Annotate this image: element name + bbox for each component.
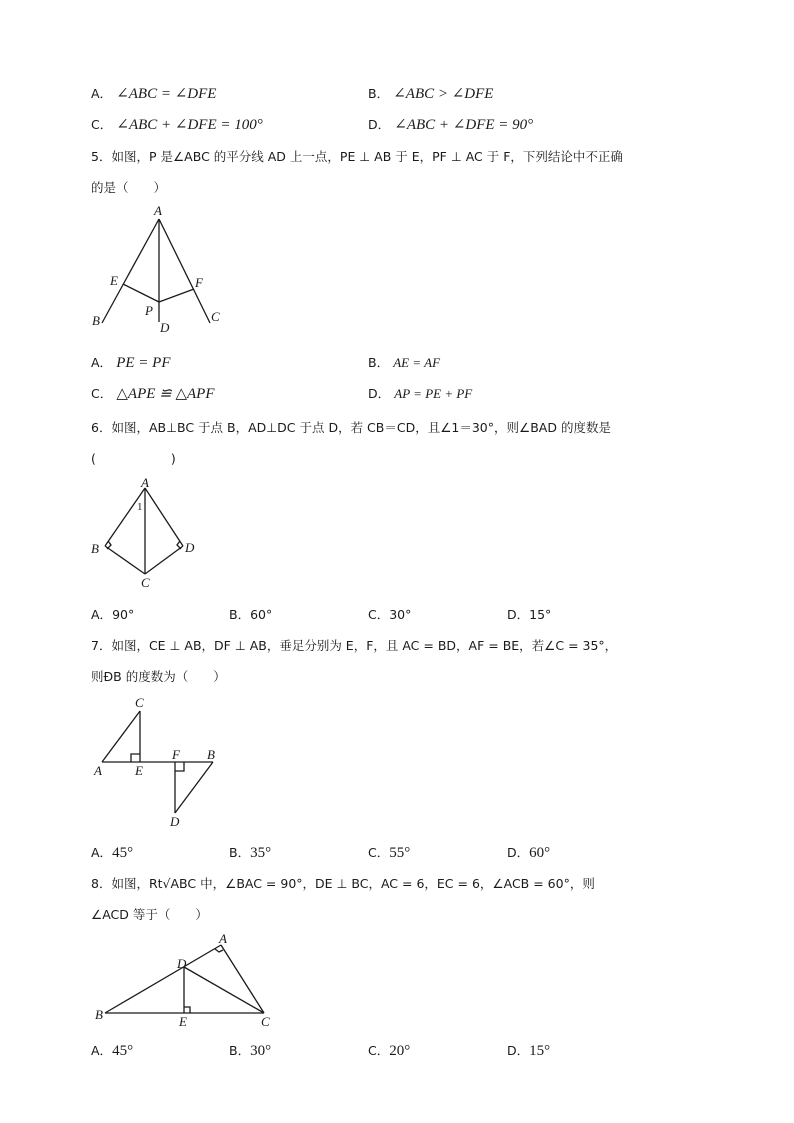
option-label: D． <box>507 845 530 860</box>
q6-option-d <box>507 605 551 623</box>
q8-stem-line1: 8．如图，Rt√ABC 中，∠BAC = 90°，DE ⊥ BC，AC = 6，EC = 6，∠ACB = 60°，则 <box>91 876 595 891</box>
q6-option-c <box>368 605 411 623</box>
option-text: 55° <box>389 845 411 861</box>
option-label: D． <box>368 386 391 401</box>
q6-stem-line2: ( ) <box>91 451 176 466</box>
right-angle-f <box>175 762 184 771</box>
label-a: A <box>154 203 162 218</box>
q7-option-c <box>368 843 410 862</box>
option-label: A． <box>91 607 113 622</box>
label-d: D <box>177 956 187 971</box>
segment-dc <box>184 967 264 1013</box>
label-b: B <box>92 313 100 328</box>
label-b: B <box>95 1007 103 1022</box>
option-text: ∠ABC + ∠DFE = 90° <box>394 117 534 133</box>
option-label: D． <box>368 117 391 132</box>
right-angle-e <box>131 754 140 762</box>
q6-figure <box>88 474 208 592</box>
option-text: 15° <box>529 607 552 622</box>
q4-option-a <box>91 84 216 103</box>
q5-figure <box>88 202 228 337</box>
segment-bc <box>105 546 145 574</box>
option-label: C． <box>91 117 113 132</box>
q5-option-d <box>368 384 472 402</box>
q7-option-b <box>229 843 271 862</box>
label-e: E <box>179 1014 187 1029</box>
option-label: A． <box>91 1043 113 1058</box>
q5-option-c <box>91 384 215 403</box>
option-text: 60° <box>250 607 273 622</box>
q8-option-a <box>91 1041 133 1060</box>
option-label: B． <box>229 607 251 622</box>
q7-stem-line1: 7．如图，CE ⊥ AB，DF ⊥ AB，垂足分别为 E，F，且 AC = BD，AF = BE，若∠C = 35°， <box>91 638 618 653</box>
q8-option-c <box>368 1041 410 1060</box>
option-label: A． <box>91 845 113 860</box>
segment-bd <box>175 762 213 813</box>
segment-dc <box>145 546 183 574</box>
label-a: A <box>219 931 227 946</box>
q5-stem-line1: 5．如图，P 是∠ABC 的平分线 AD 上一点，PE ⊥ AB 于 E，PF ⊥ AC 于 F，下列结论中不正确 <box>91 149 623 164</box>
q8-figure <box>88 930 288 1030</box>
option-text: 35° <box>250 845 272 861</box>
q7-option-d <box>507 843 550 862</box>
q8-option-b <box>229 1041 271 1060</box>
option-text: 60° <box>529 845 551 861</box>
q5-option-a <box>91 353 170 372</box>
option-text: 45° <box>112 1043 134 1059</box>
q4-option-b <box>368 84 493 103</box>
option-text: AE = AF <box>393 355 441 370</box>
option-text: △APE ≌ △APF <box>116 386 215 402</box>
label-c: C <box>261 1014 270 1029</box>
right-angle-a <box>215 949 223 952</box>
option-label: B． <box>229 1043 251 1058</box>
label-1: 1 <box>137 501 143 513</box>
label-c: C <box>135 695 144 710</box>
option-text: AP = PE + PF <box>394 386 473 401</box>
label-p: P <box>145 303 153 318</box>
segment-ab <box>105 488 145 546</box>
q8-stem-line2: ∠ACD 等于（ ） <box>91 907 208 922</box>
q4-option-c <box>91 115 263 134</box>
label-a: A <box>141 475 149 490</box>
option-text: ∠ABC = ∠DFE <box>116 86 217 102</box>
option-text: 15° <box>529 1043 551 1059</box>
option-text: 90° <box>112 607 135 622</box>
label-c: C <box>141 575 150 590</box>
label-a: A <box>94 763 102 778</box>
option-label: A． <box>91 355 113 370</box>
label-e: E <box>110 273 118 288</box>
q8-option-d <box>507 1041 550 1060</box>
label-f: F <box>195 275 203 290</box>
option-text: 20° <box>389 1043 411 1059</box>
option-label: C． <box>368 1043 390 1058</box>
q7-option-a <box>91 843 133 862</box>
option-label: D． <box>507 1043 530 1058</box>
segment-ac <box>159 219 210 323</box>
segment-pf <box>159 289 194 302</box>
label-d: D <box>185 540 195 555</box>
option-text: PE = PF <box>116 355 171 371</box>
option-label: B． <box>229 845 251 860</box>
label-d: D <box>160 320 170 335</box>
q6-option-a <box>91 605 134 623</box>
option-text: ∠ABC > ∠DFE <box>393 86 494 102</box>
q7-figure <box>88 693 228 833</box>
option-text: 30° <box>250 1043 272 1059</box>
segment-ad <box>145 488 183 546</box>
option-label: B． <box>368 86 390 101</box>
option-label: C． <box>368 607 390 622</box>
label-c: C <box>211 309 220 324</box>
q4-option-d <box>368 115 533 134</box>
option-text: ∠ABC + ∠DFE = 100° <box>116 117 263 133</box>
q5-option-b <box>368 353 440 371</box>
option-text: 45° <box>112 845 134 861</box>
label-b: B <box>91 541 99 556</box>
label-b: B <box>207 747 215 762</box>
right-angle-e <box>184 1007 190 1013</box>
option-label: C． <box>368 845 390 860</box>
label-e: E <box>135 763 143 778</box>
option-label: B． <box>368 355 390 370</box>
label-d: D <box>170 814 180 829</box>
q5-stem-line2: 的是（ ） <box>91 180 167 195</box>
option-text: 30° <box>389 607 412 622</box>
option-label: A． <box>91 86 113 101</box>
segment-pe <box>123 284 159 302</box>
segment-ac <box>221 945 264 1013</box>
option-label: C． <box>91 386 113 401</box>
option-label: D． <box>507 607 530 622</box>
q7-stem-line2: 则ÐB 的度数为（ ） <box>91 669 226 684</box>
q6-stem-line1: 6．如图，AB⊥BC 于点 B，AD⊥DC 于点 D，若 CB＝CD，且∠1＝30°，则∠BAD 的度数是 <box>91 420 611 435</box>
q6-option-b <box>229 605 272 623</box>
label-f: F <box>172 747 180 762</box>
